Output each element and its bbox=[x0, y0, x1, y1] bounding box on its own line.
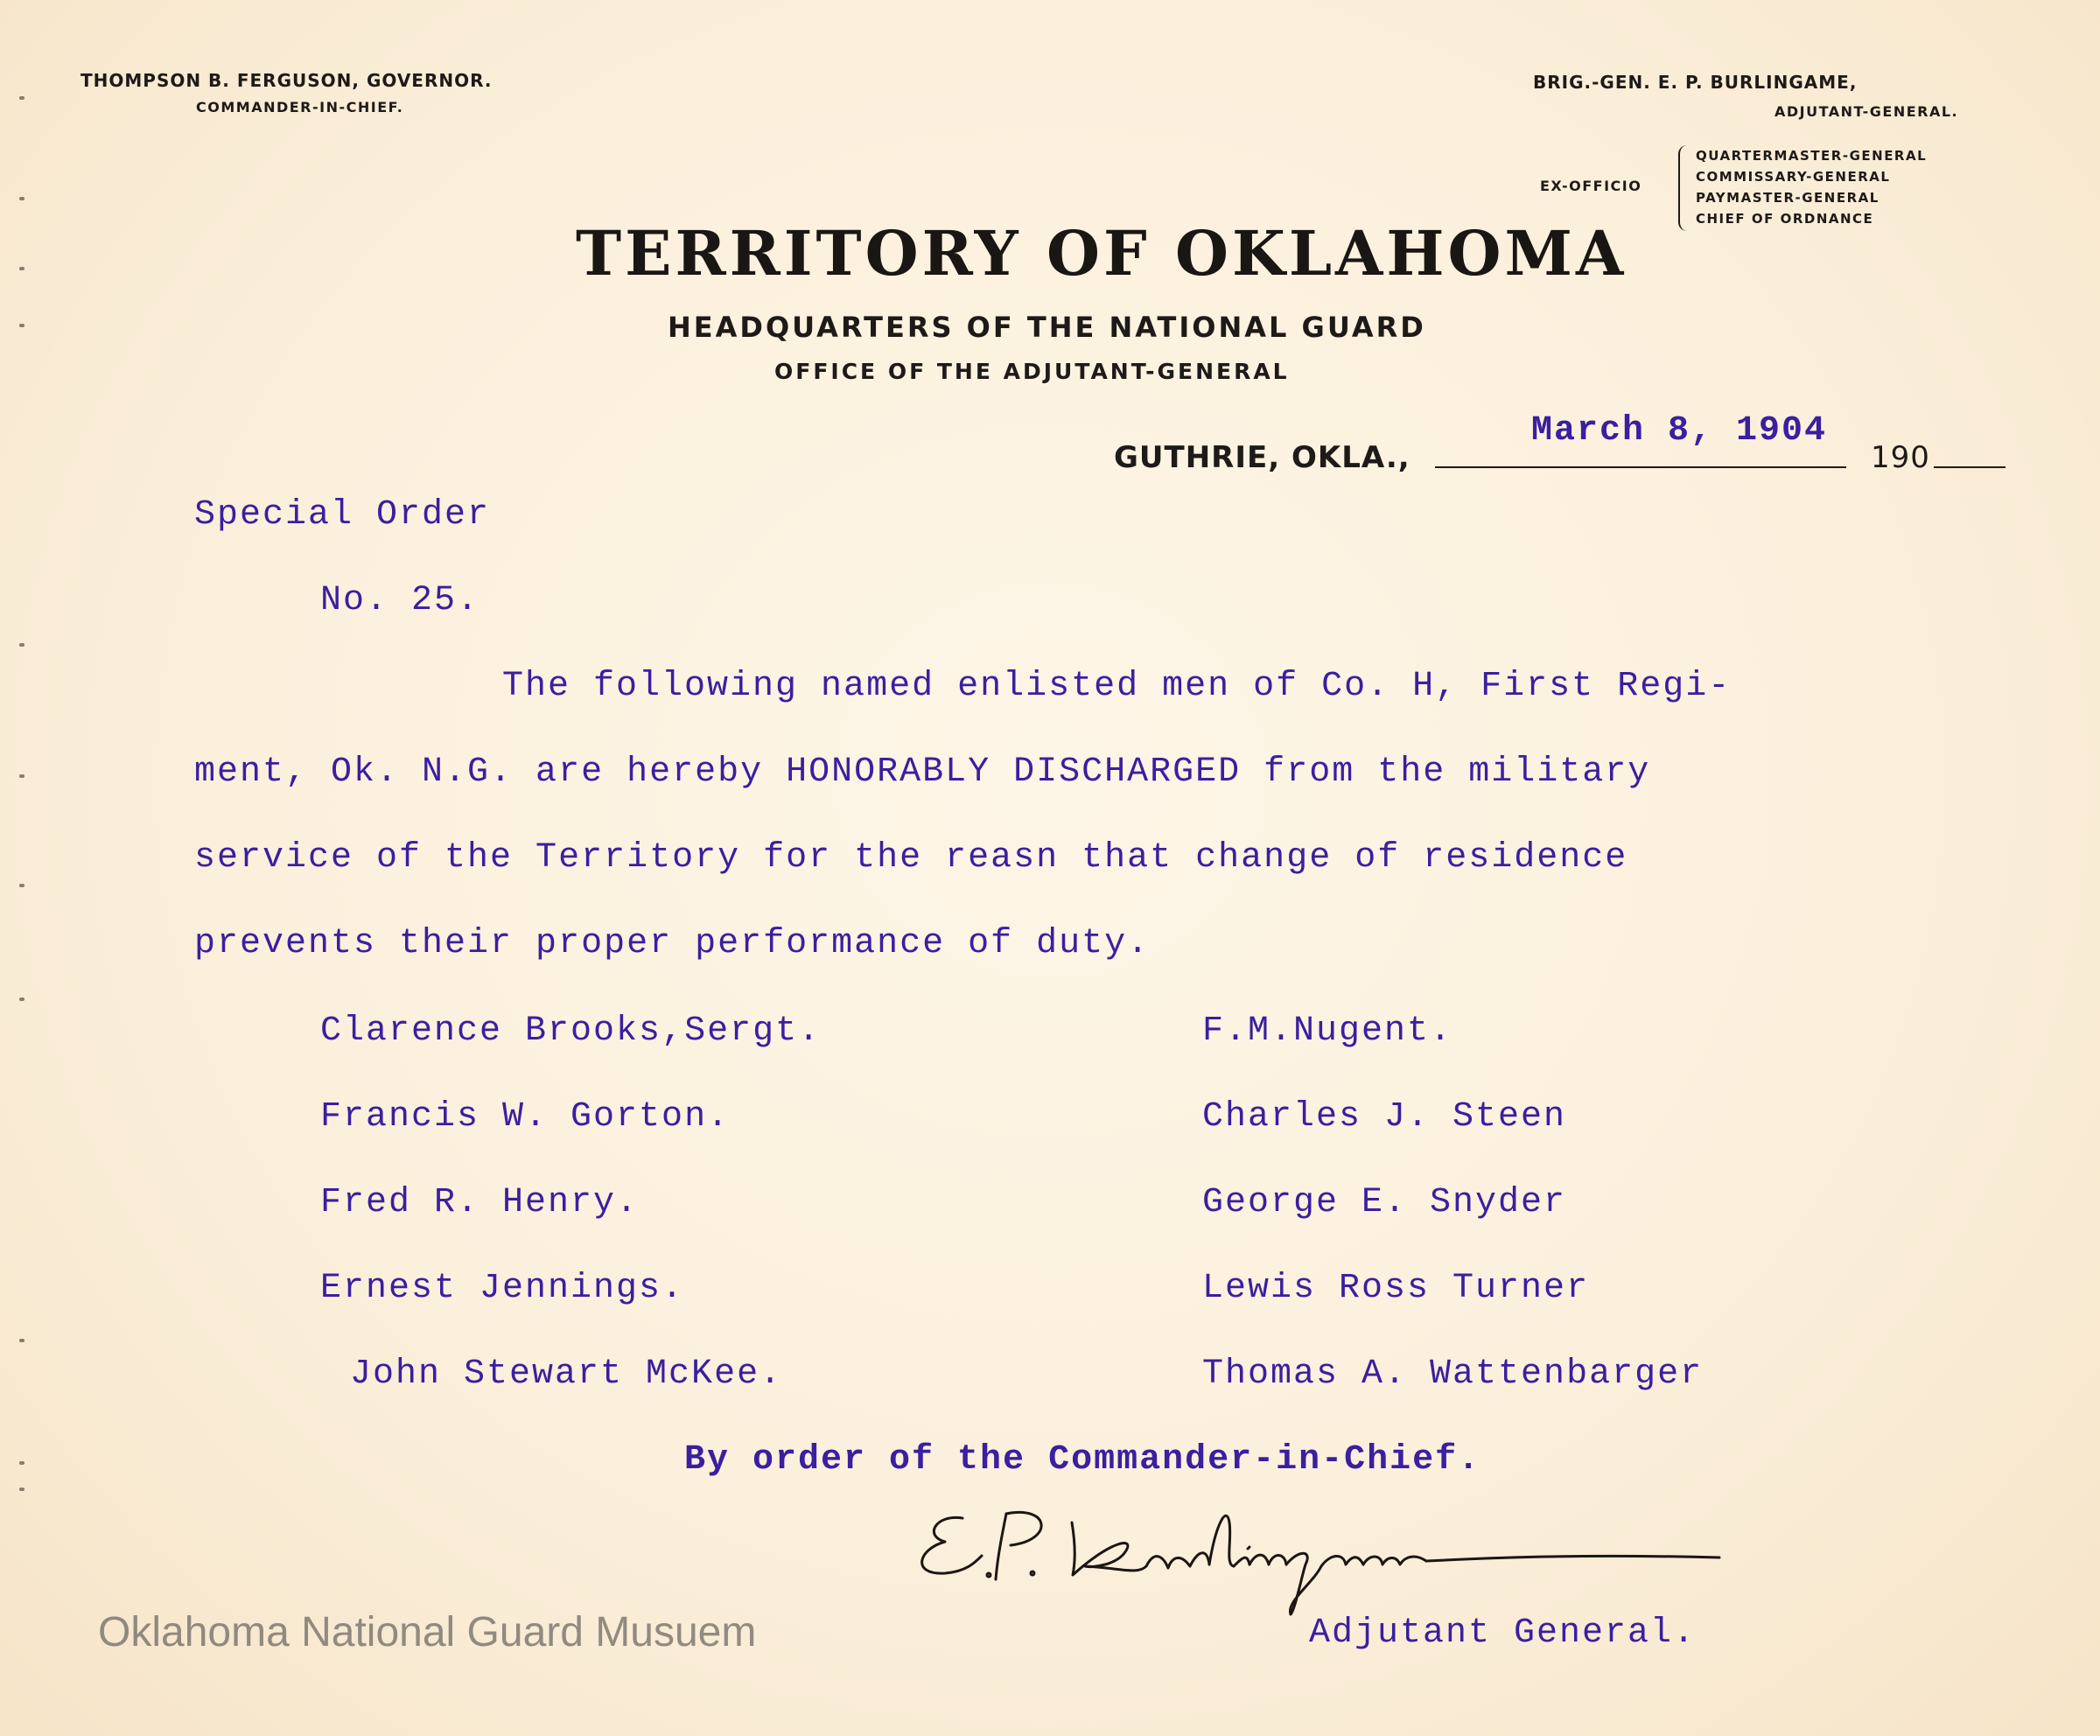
edge-mark bbox=[19, 998, 24, 1001]
signature bbox=[901, 1488, 1741, 1619]
edge-mark bbox=[19, 267, 24, 270]
body-line: ment, Ok. N.G. are hereby HONORABLY DISCHARGED from the military bbox=[194, 752, 1651, 792]
discharged-name: John Stewart McKee. bbox=[350, 1354, 783, 1394]
order-label: Special Order bbox=[194, 495, 491, 535]
discharged-name: Charles J. Steen bbox=[1202, 1097, 1567, 1137]
discharged-name: F.M.Nugent. bbox=[1202, 1012, 1453, 1051]
edge-mark bbox=[19, 774, 24, 778]
edge-mark bbox=[19, 96, 24, 100]
museum-watermark: Oklahoma National Guard Musuem bbox=[98, 1609, 757, 1656]
edge-mark bbox=[19, 1461, 24, 1465]
discharged-name: Lewis Ross Turner bbox=[1202, 1269, 1590, 1308]
discharged-name: George E. Snyder bbox=[1202, 1183, 1567, 1222]
order-number: No. 25. bbox=[320, 581, 480, 620]
brace bbox=[1678, 145, 1692, 231]
edge-mark bbox=[19, 643, 24, 647]
letterhead-office: OFFICE OF THE ADJUTANT-GENERAL bbox=[774, 359, 1290, 384]
ex-officio-role: PAYMASTER-GENERAL bbox=[1696, 190, 1880, 206]
closing-line: By order of the Commander-in-Chief. bbox=[684, 1440, 1481, 1480]
ex-officio-role: QUARTERMASTER-GENERAL bbox=[1696, 148, 1928, 164]
edge-mark bbox=[19, 1488, 24, 1491]
body-line: prevents their proper performance of duty. bbox=[194, 924, 1151, 963]
discharged-name: Clarence Brooks,Sergt. bbox=[320, 1012, 822, 1051]
discharged-name: Ernest Jennings. bbox=[320, 1269, 685, 1308]
body-line: service of the Territory for the reasn that change of residence bbox=[194, 838, 1628, 878]
governor-name: THOMPSON B. FERGUSON, GOVERNOR. bbox=[80, 70, 493, 91]
ex-officio-role: CHIEF OF ORDNANCE bbox=[1696, 211, 1874, 227]
discharged-name: Thomas A. Wattenbarger bbox=[1202, 1354, 1704, 1394]
ex-officio-roles bbox=[1696, 145, 1927, 229]
adjutant-name: BRIG.-GEN. E. P. BURLINGAME, bbox=[1533, 72, 1858, 93]
place-line: GUTHRIE, OKLA., bbox=[1114, 440, 1410, 475]
edge-mark bbox=[19, 324, 24, 327]
edge-mark bbox=[19, 884, 24, 887]
year-rule bbox=[1934, 466, 2006, 468]
discharged-name: Francis W. Gorton. bbox=[320, 1097, 731, 1137]
signer-title: Adjutant General. bbox=[1309, 1614, 1697, 1653]
edge-mark bbox=[19, 197, 24, 200]
governor-title: COMMANDER-IN-CHIEF. bbox=[196, 99, 404, 116]
discharged-name: Fred R. Henry. bbox=[320, 1183, 640, 1222]
date-rule bbox=[1435, 466, 1846, 468]
letter-date: March 8, 1904 bbox=[1531, 411, 1828, 451]
letterhead-subtitle: HEADQUARTERS OF THE NATIONAL GUARD bbox=[668, 311, 1426, 344]
edge-mark bbox=[19, 1339, 24, 1342]
letterhead-title: TERRITORY OF OKLAHOMA bbox=[576, 217, 1628, 290]
adjutant-title: ADJUTANT-GENERAL. bbox=[1774, 103, 1959, 120]
ex-officio-label: EX-OFFICIO bbox=[1540, 178, 1642, 194]
year-prefix: 190 bbox=[1871, 440, 1930, 475]
ex-officio-role: COMMISSARY-GENERAL bbox=[1696, 169, 1891, 185]
body-line: The following named enlisted men of Co. H, First Regi- bbox=[502, 667, 1732, 706]
